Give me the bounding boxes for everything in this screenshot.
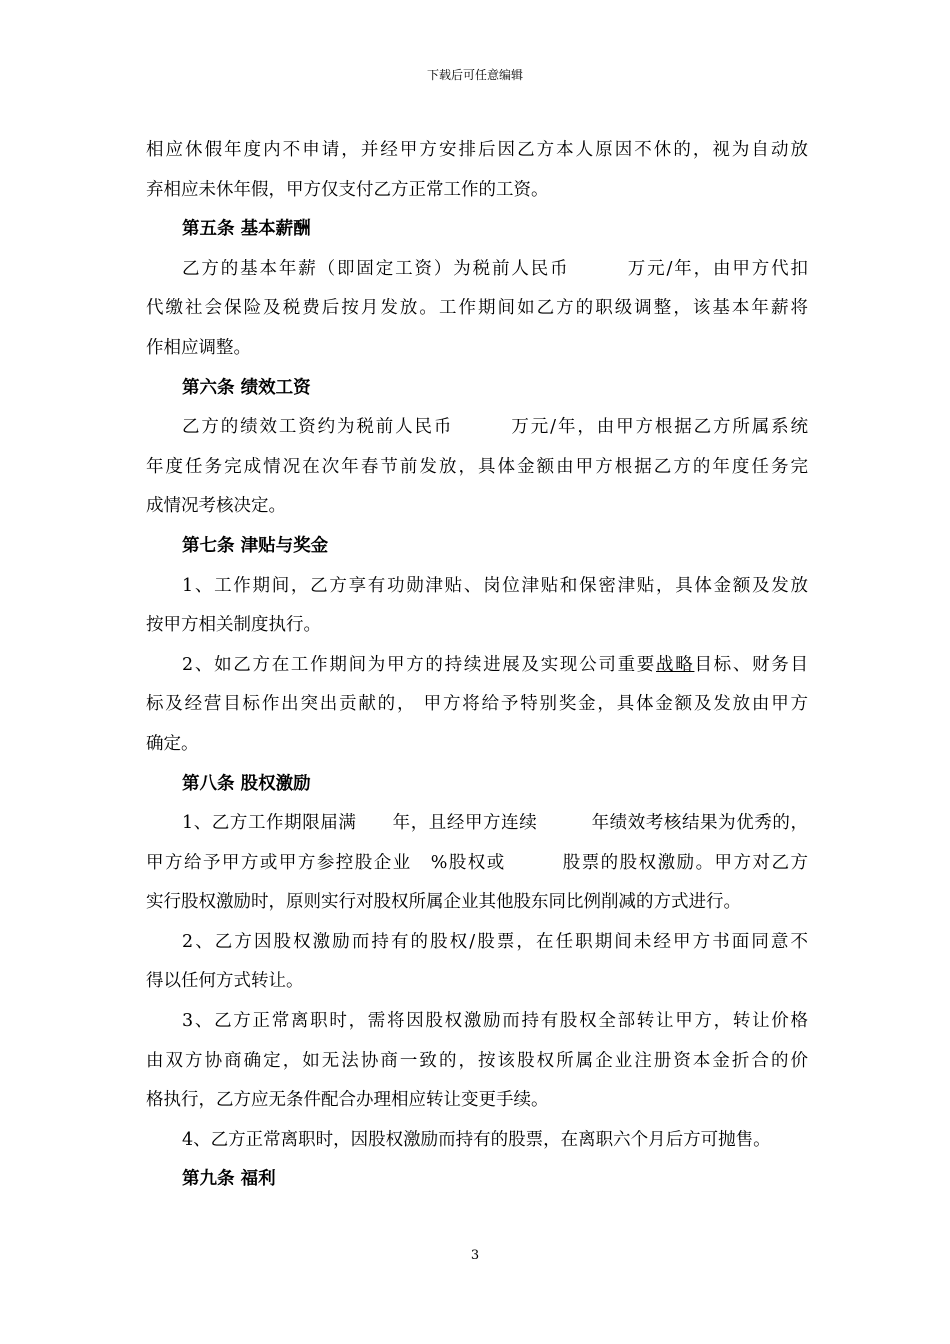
paragraph-line: 作相应调整。	[146, 337, 251, 358]
paragraph-line: 格执行，乙方应无条件配合办理相应转让变更手续。	[146, 1090, 549, 1111]
section-heading: 第八条 股权激励	[182, 773, 311, 794]
paragraph-line: 实行股权激励时，原则实行对股权所属企业其他股东同比例削减的方式进行。	[146, 892, 741, 913]
paragraph-line: 1、工作期间，乙方享有功勋津贴、岗位津贴和保密津贴，具体金额及发放	[182, 575, 808, 596]
underlined-term: 战略	[656, 654, 695, 675]
document-body	[146, 134, 808, 1203]
paragraph-line: 4、乙方正常离职时，因股权激励而持有的股票，在离职六个月后方可抛售。	[182, 1129, 771, 1150]
paragraph-line: 确定。	[146, 733, 199, 754]
page-header: 下载后可任意编辑	[426, 68, 523, 82]
paragraph-line: 年度任务完成情况在次年春节前发放，具体金额由甲方根据乙方的年度任务完	[146, 456, 808, 477]
paragraph-line: 标及经营目标作出突出贡献的， 甲方将给予特别奖金，具体金额及发放由甲方	[146, 694, 808, 715]
paragraph-line: 按甲方相关制度执行。	[146, 615, 321, 636]
section-heading: 第五条 基本薪酬	[182, 219, 311, 240]
section-heading: 第六条 绩效工资	[182, 377, 311, 398]
paragraph-line: 乙方的绩效工资约为税前人民币 万元/年，由甲方根据乙方所属系统	[182, 417, 808, 438]
section-heading: 第七条 津贴与奖金	[182, 535, 329, 556]
paragraph-line: 相应休假年度内不申请，并经甲方安排后因乙方本人原因不休的，视为自动放	[146, 140, 808, 160]
paragraph-line: 由双方协商确定，如无法协商一致的，按该股权所属企业注册资本金折合的价	[146, 1050, 808, 1071]
paragraph-line: 2、如乙方在工作期间为甲方的持续进展及实现公司重要战略目标、财务目	[182, 654, 809, 675]
section-heading: 第九条 福利	[182, 1169, 276, 1190]
paragraph-line: 代缴社会保险及税费后按月发放。工作期间如乙方的职级调整，该基本年薪将	[146, 298, 808, 319]
page-number: 3	[470, 1248, 480, 1263]
paragraph-line: 3、乙方正常离职时，需将因股权激励而持有股权全部转让甲方，转让价格	[182, 1011, 808, 1032]
paragraph-line: 甲方给予甲方或甲方参控股企业 %股权或 股票的股权激励。甲方对乙方	[146, 852, 808, 873]
paragraph-line: 乙方的基本年薪（即固定工资）为税前人民币 万元/年，由甲方代扣	[182, 258, 808, 279]
paragraph-line: 1、乙方工作期限届满 年，且经甲方连续 年绩效考核结果为优秀的，	[182, 813, 808, 834]
paragraph-line: 成情况考核决定。	[146, 496, 286, 517]
paragraph-line: 弃相应未休年假，甲方仅支付乙方正常工作的工资。	[146, 179, 549, 200]
paragraph-line: 得以任何方式转让。	[146, 971, 304, 992]
paragraph-line: 2、乙方因股权激励而持有的股权/股票，在任职期间未经甲方书面同意不	[182, 931, 808, 952]
